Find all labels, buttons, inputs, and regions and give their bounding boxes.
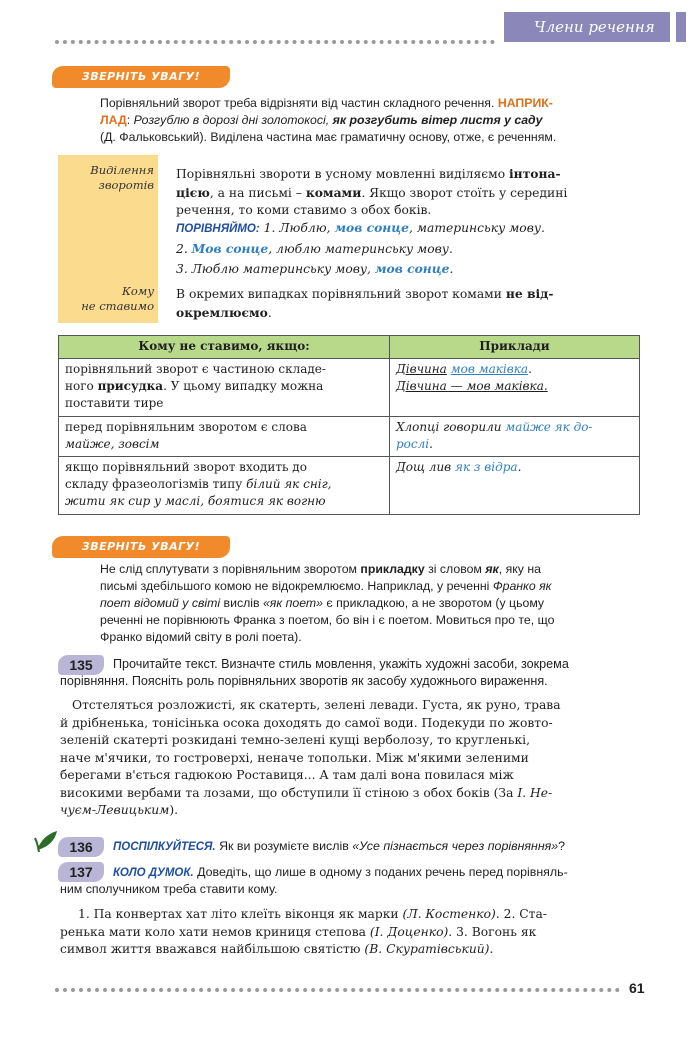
- bottom-dotted-rule: [55, 988, 620, 992]
- exercise-137-sentences: 1. Па конвертах хат літо клеїть віконця як марки (Л. Костенко). 2. Ста- ренька мати коло хати немов криниця степова (І. Доценко). 3. Вогонь як символ життя вважався найбільшою святістю (В. Скуратівський).: [60, 907, 547, 956]
- table-cell: перед порівняльним зворотом є слова майже, зовсім: [59, 417, 390, 457]
- exercise-137-task: КОЛО ДУМОК. Доведіть, що лише в одному з поданих речень перед порівняль-: [113, 865, 568, 879]
- table-cell: порівняльний зворот є частиною складе- ного присудка. У цьому випадку можна поставити тире: [59, 359, 390, 417]
- no-comma-table: [58, 335, 640, 515]
- attention-banner-1: [52, 66, 230, 88]
- table-cell: Дівчина мов маківка. Дівчина — мов маківка.: [390, 359, 640, 417]
- top-dotted-rule: [55, 40, 495, 44]
- exercise-135-badge: 135: [58, 655, 104, 675]
- rules-paragraph: Порівняльні звороти в усному мовленні виділяємо інтона- цією, а на письмі – комами. Якщо зворот стоїть у середині речення, то коми ставимо з обох боків.: [176, 166, 568, 217]
- table-row: [59, 359, 640, 417]
- table-header-cell: Кому не ставимо, якщо:: [59, 336, 390, 359]
- exercise-136-task: ПОСПІЛКУЙТЕСЯ. Як ви розумієте вислів «Усе пізнається через порівняння»?: [113, 839, 566, 853]
- table-cell: Хлопці говорили майже як до- рослі.: [390, 417, 640, 457]
- attention-banner-2-label: ЗВЕРНІТЬ УВАГУ!: [81, 540, 201, 553]
- attention-banner-2: [52, 536, 230, 558]
- table-row: [59, 457, 640, 515]
- exercise-136-label: ПОСПІЛКУЙТЕСЯ.: [113, 841, 216, 853]
- section-header-tab: [504, 12, 670, 42]
- attention-note-1: [100, 95, 645, 146]
- exercise-136-badge: 136: [58, 837, 104, 857]
- compare-label: ПОРІВНЯЙМО:: [176, 223, 260, 235]
- page-number: 61: [629, 980, 645, 996]
- table-cell: Дощ лив як з відра.: [390, 457, 640, 515]
- attention-note-1-line1: Порівняльний зворот треба відрізняти від частин складного речення. НАПРИК-: [100, 96, 553, 110]
- exercise-135-task-line2: порівняння. Поясніть роль порівняльних зворотів як засобу художнього вираження.: [60, 674, 548, 688]
- exercise-137-task-line2: ним сполучником треба ставити кому.: [60, 882, 278, 896]
- table-header-row: [59, 336, 640, 359]
- table-cell: якщо порівняльний зворот входить до складу фразеологізмів типу білий як сніг, жити як сир у маслі, боятися як вогню: [59, 457, 390, 515]
- section-title: Члени речення: [534, 18, 655, 36]
- table-header-cell: Приклади: [390, 336, 640, 359]
- exercise-135-task: Прочитайте текст. Визначте стиль мовлення, укажіть художні засоби, зокрема: [113, 657, 569, 671]
- attention-note-2: Не слід сплутувати з порівняльним зворотом прикладку зі словом як, яку на письмі здебільшого комою не відокремлюємо. Наприклад, у реченні Франко як поет відомий у світі вислів «як поет» є прикладкою, а не зворотом (у цьому реченні не порівнюють Франка з поетом, бо він і є поетом. Мовиться про те, що Франко відомий світу в ролі поета).: [100, 562, 555, 644]
- sidebar-label-highlighting: Виділення зворотів: [90, 163, 154, 192]
- attention-note-1-line2: ЛАД: Розгублю в дорозі дні золотокосі, як розгубить вітер листя у саду: [100, 113, 543, 127]
- table-row: [59, 417, 640, 457]
- exercise-137-label: КОЛО ДУМОК.: [113, 867, 194, 879]
- leaf-icon: [33, 828, 59, 854]
- exercise-137-badge: 137: [58, 862, 104, 882]
- sidebar-label-no-comma: Кому не ставимо: [81, 284, 154, 313]
- attention-note-1-line3: (Д. Фальковський). Виділена частина має граматичну основу, отже, є реченням.: [100, 130, 557, 144]
- attention-banner-1-label: ЗВЕРНІТЬ УВАГУ!: [81, 70, 201, 83]
- section-header-edge: [676, 12, 686, 42]
- comparison-examples: ПОРІВНЯЙМО: 1. Люблю, мов сонце, материнську мову. 2. Мов сонце, люблю материнську мову. 3. Люблю материнську мову, мов сонце.: [176, 220, 545, 276]
- exercise-135-text: Отстеляться розложисті, як скатерть, зелені левади. Густа, як руно, трава й дрібненька, тонісінька осока доходять до самої води. Подекуди по жовто- зеленій скатерті розкидані темно-зелені кущі верболозу, то кругленькі, наче м'ячики, то гостроверхі, неначе топольки. Між м'якими зеленими берегами в'ється гадюкою Роставиця... А там далі вона повилася між високими вербами та лозами, що обступили її стіною з обох боків (За І. Не- чуєм-Левицьким).: [60, 698, 561, 817]
- no-comma-paragraph: В окремих випадках порівняльний зворот комами не від- окремлюємо.: [176, 286, 554, 320]
